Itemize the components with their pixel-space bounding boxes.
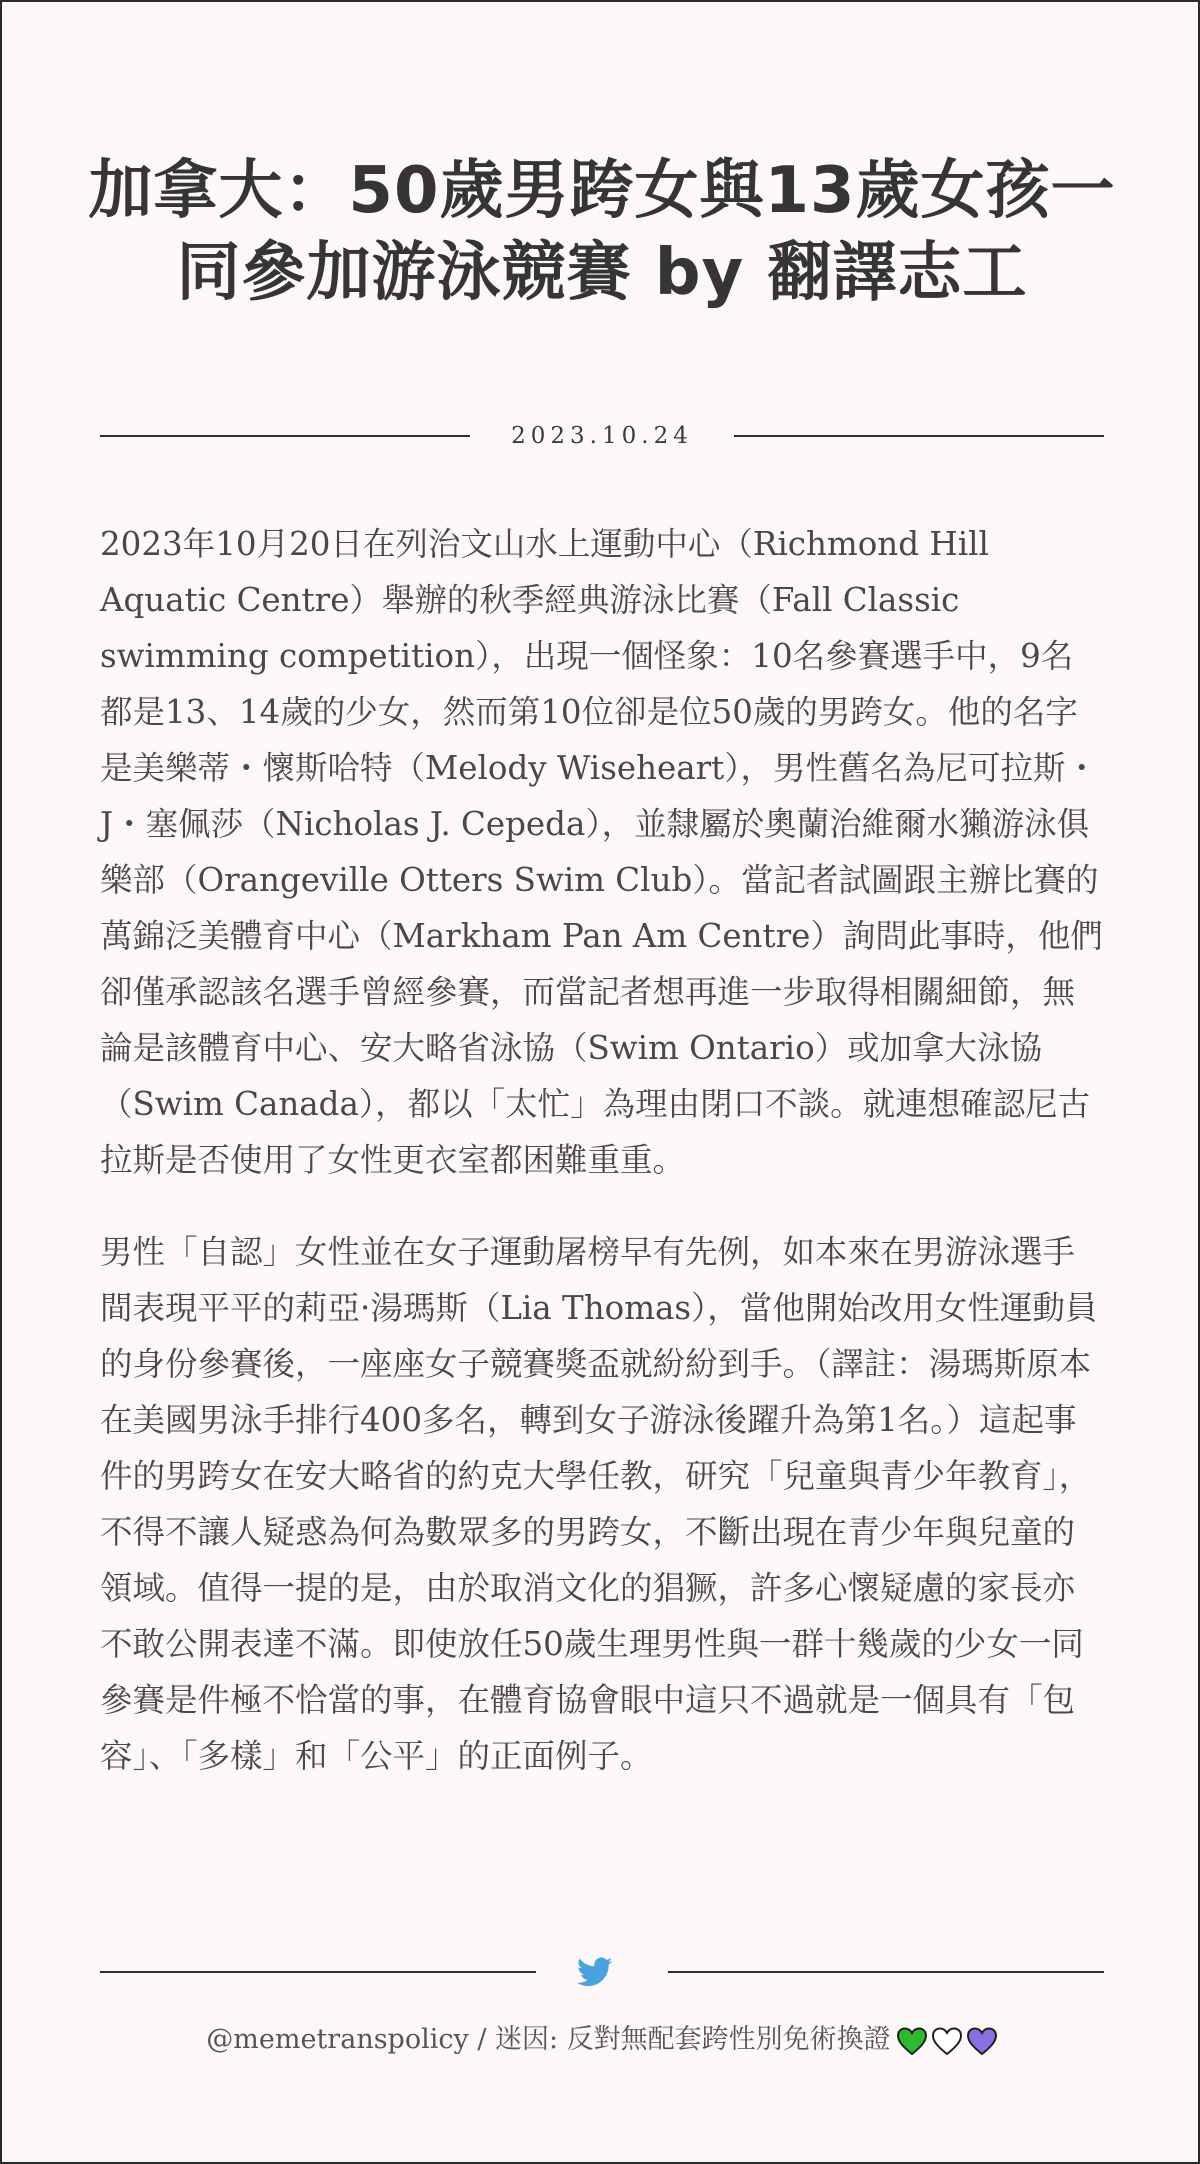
divider-left	[100, 435, 470, 437]
footer-divider-row	[100, 1952, 1104, 1992]
footer-divider-right	[668, 1971, 1104, 1973]
divider-right	[734, 435, 1104, 437]
white-heart-icon	[931, 2026, 963, 2056]
article-body	[100, 516, 1104, 1784]
purple-heart-icon	[966, 2026, 998, 2056]
credit-text: @memetranspolicy / 迷因: 反對無配套跨性別免術換證	[206, 2024, 891, 2055]
date-row	[100, 418, 1104, 454]
article-title: 加拿大：50歲男跨女與13歲女孩一同參加游泳競賽 by 翻譯志工	[88, 154, 1116, 310]
publish-date: 2023.10.24	[511, 423, 693, 449]
footer-divider-left	[100, 1971, 536, 1973]
paragraph-2: 男性「自認」女性並在女子運動屠榜早有先例，如本來在男游泳選手間表現平平的莉亞·湯瑪斯（Lia Thomas），當他開始改用女性運動員的身份參賽後，一座座女子競賽獎盃就紛紛到手。（譯註：湯瑪斯原本在美國男泳手排行400多名，轉到女子游泳後躍升為第1名。）這起事件的男跨女在安大略省的約克大學任教，研究「兒童與青少年教育」，不得不讓人疑惑為何為數眾多的男跨女，不斷出現在青少年與兒童的領域。值得一提的是，由於取消文化的猖獗，許多心懷疑慮的家長亦不敢公開表達不滿。即使放任50歲生理男性與一群十幾歲的少女一同參賽是件極不恰當的事，在體育協會眼中這只不過就是一個具有「包容」、「多樣」和「公平」的正面例子。	[100, 1233, 1098, 1775]
footer-credit	[82, 2020, 1122, 2061]
hearts-group	[893, 2021, 998, 2061]
twitter-bird-icon[interactable]	[577, 1954, 613, 1990]
paragraph-1: 2023年10月20日在列治文山水上運動中心（Richmond Hill Aquatic Centre）舉辦的秋季經典游泳比賽（Fall Classic swimming competition），出現一個怪象：10名參賽選手中，9名都是13、14歲的少女，然而第10位卻是位50歲的男跨女。他的名字是美樂蒂・懷斯哈特（Melody Wiseheart），男性舊名為尼可拉斯・J・塞佩莎（Nicholas J. Cepeda），並隸屬於奧蘭治維爾水獺游泳俱樂部（Orangeville Otters Swim Club）。當記者試圖跟主辦比賽的萬錦泛美體育中心（Markham Pan Am Centre）詢問此事時，他們卻僅承認該名選手曾經參賽，而當記者想再進一步取得相關細節，無論是該體育中心、安大略省泳協（Swim Ontario）或加拿大泳協（Swim Canada），都以「太忙」為理由閉口不談。就連想確認尼古拉斯是否使用了女性更衣室都困難重重。	[100, 525, 1103, 1179]
green-heart-icon	[896, 2026, 928, 2056]
